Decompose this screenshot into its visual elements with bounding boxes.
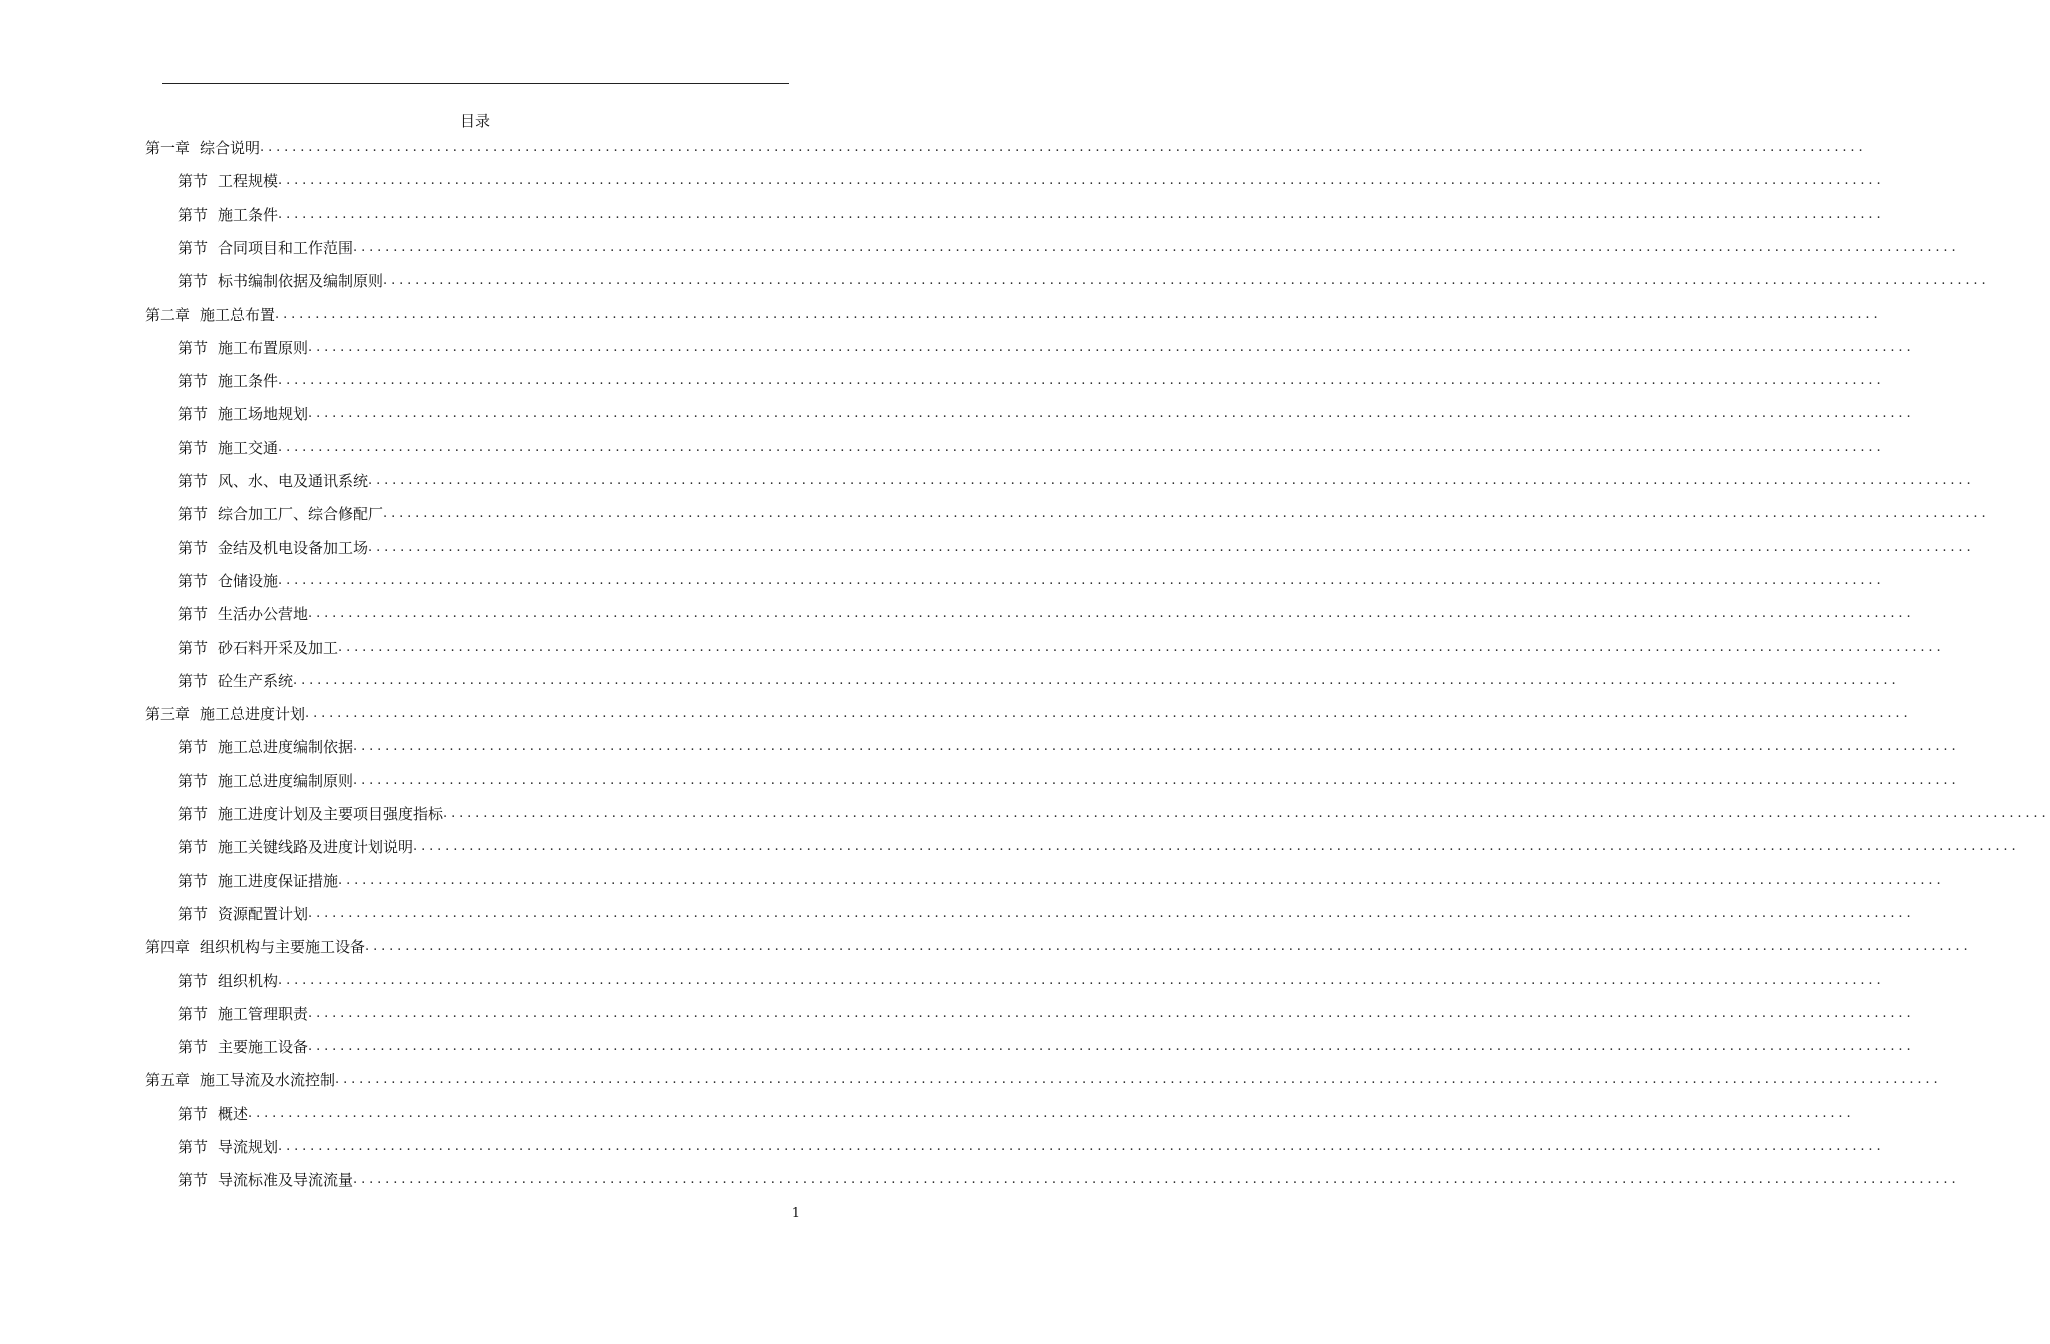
toc-entry-title: 施工交通 [218,438,279,457]
toc-section-entry[interactable] [178,869,1945,891]
toc-dot-leader: ........................................................................................................................................................................................................ [275,306,1882,322]
toc-dot-leader: ........................................................................................................................................................................................................ [443,806,2050,821]
toc-section-entry[interactable] [178,602,1915,624]
toc-section-entry[interactable] [178,636,1945,658]
toc-entry-title: 砂石料开采及加工 [218,638,339,657]
toc-entry-title: 施工进度计划及主要项目强度指标 [218,805,444,823]
toc-entry-title: 施工进度保证措施 [218,871,339,890]
toc-dot-leader: ........................................................................................................................................................................................................ [335,1072,1942,1088]
toc-entry-number: 第节 [178,172,209,191]
toc-section-entry[interactable] [178,669,1900,691]
toc-chapter-entry[interactable] [145,136,1867,158]
toc-dot-leader: ........................................................................................................................................................................................................ [353,772,1960,788]
toc-entry-number: 第节 [178,1004,209,1023]
toc-dot-leader: ........................................................................................................................................................................................................ [278,373,1885,389]
toc-entry-title: 施工条件 [218,372,279,391]
toc-dot-leader: ........................................................................................................................................................................................................ [338,872,1945,888]
page-number: 1 [791,1206,800,1221]
toc-section-entry[interactable] [178,1035,1915,1057]
toc-entry-number: 第节 [178,771,209,790]
toc-entry-title: 综合说明 [200,139,261,157]
toc-dot-leader: ........................................................................................................................................................................................................ [260,140,1867,155]
toc-entry-number: 第节 [178,838,209,857]
toc-entry-title: 施工导流及水流控制 [200,1071,336,1090]
toc-section-entry[interactable] [178,203,1885,225]
toc-section-entry[interactable] [178,436,1885,458]
toc-section-entry[interactable] [178,269,1990,291]
toc-entry-title: 仓储设施 [218,571,279,590]
toc-entry-number: 第节 [178,472,209,490]
toc-entry-number: 第节 [178,405,209,424]
toc-entry-title: 施工场地规划 [218,405,309,424]
toc-dot-leader: ........................................................................................................................................................................................................ [308,339,1915,355]
toc-entry-number: 第四章 [145,938,191,957]
toc-entry-number: 第节 [178,505,209,524]
toc-entry-title: 工程规模 [218,172,279,191]
toc-dot-leader: ........................................................................................................................................................................................................ [278,972,1885,988]
toc-entry-title: 合同项目和工作范围 [218,238,354,257]
toc-dot-leader: ........................................................................................................................................................................................................ [278,1139,1885,1154]
toc-entry-title: 施工总布置 [200,305,276,324]
toc-entry-number: 第节 [178,738,209,757]
toc-entry-title: 概述 [218,1104,249,1123]
toc-dot-leader: ........................................................................................................................................................................................................ [308,606,1915,622]
toc-dot-leader: ........................................................................................................................................................................................................ [278,173,1885,189]
toc-section-entry[interactable] [178,402,1915,424]
toc-section-entry[interactable] [178,902,1915,924]
toc-section-entry[interactable] [178,835,2020,857]
toc-entry-number: 第节 [178,1104,209,1123]
toc-entry-number: 第节 [178,438,209,457]
toc-entry-title: 施工总进度编制依据 [218,738,354,757]
toc-entry-number: 第五章 [145,1071,191,1090]
toc-entry-number: 第节 [178,904,209,923]
toc-dot-leader: ........................................................................................................................................................................................................ [308,1005,1915,1021]
toc-dot-leader: ........................................................................................................................................................................................................ [308,905,1915,921]
toc-section-entry[interactable] [178,502,1990,524]
toc-entry-number: 第节 [178,605,209,624]
toc-section-entry[interactable] [178,802,2050,824]
toc-entry-title: 组织机构 [218,971,279,990]
toc-entry-title: 标书编制依据及编制原则 [218,272,384,291]
toc-entry-number: 第节 [178,871,209,890]
toc-section-entry[interactable] [178,1168,1960,1190]
toc-title: 目录 [459,112,490,130]
toc-entry-title: 综合加工厂、综合修配厂 [218,505,384,524]
toc-dot-leader: ........................................................................................................................................................................................................ [278,439,1885,455]
toc-section-entry[interactable] [178,769,1960,791]
toc-entry-number: 第节 [178,238,209,257]
toc-entry-title: 施工总进度编制原则 [218,771,354,790]
toc-entry-title: 导流标准及导流流量 [218,1171,354,1190]
toc-entry-number: 第节 [178,372,209,391]
toc-entry-title: 施工总进度计划 [200,705,306,724]
toc-dot-leader: ........................................................................................................................................................................................................ [353,739,1960,755]
toc-dot-leader: ........................................................................................................................................................................................................ [308,406,1915,422]
toc-dot-leader: ........................................................................................................................................................................................................ [293,672,1900,688]
toc-entry-title: 资源配置计划 [218,904,309,923]
toc-section-entry[interactable] [178,536,1975,558]
toc-entry-number: 第节 [178,971,209,990]
toc-entry-number: 第节 [178,805,209,823]
toc-section-entry[interactable] [178,1135,1885,1157]
toc-entry-title: 金结及机电设备加工场 [218,538,369,557]
toc-entry-title: 主要施工设备 [218,1038,309,1057]
toc-entry-title: 组织机构与主要施工设备 [200,938,366,957]
toc-entry-title: 砼生产系统 [218,671,294,690]
toc-entry-number: 第节 [178,338,209,357]
toc-dot-leader: ........................................................................................................................................................................................................ [368,539,1975,555]
toc-entry-number: 第节 [178,1171,209,1190]
toc-entry-number: 第节 [178,638,209,657]
toc-entry-number: 第二章 [145,305,191,324]
toc-section-entry[interactable] [178,735,1960,757]
toc-entry-title: 施工条件 [218,205,279,224]
toc-dot-leader: ........................................................................................................................................................................................................ [353,1172,1960,1188]
toc-chapter-entry[interactable] [145,303,1882,325]
toc-entry-title: 风、水、电及通讯系统 [218,472,369,490]
toc-dot-leader: ........................................................................................................................................................................................................ [308,1039,1915,1055]
toc-dot-leader: ........................................................................................................................................................................................................ [383,273,1990,289]
toc-entry-title: 导流规划 [218,1138,279,1156]
toc-entry-number: 第节 [178,571,209,590]
toc-dot-leader: ........................................................................................................................................................................................................ [248,1105,1855,1121]
toc-dot-leader: ........................................................................................................................................................................................................ [353,239,1960,255]
toc-entry-number: 第节 [178,205,209,224]
toc-dot-leader: ........................................................................................................................................................................................................ [368,473,1975,488]
toc-chapter-entry[interactable] [145,702,1912,724]
toc-entry-title: 施工关键线路及进度计划说明 [218,838,414,857]
toc-chapter-entry[interactable] [145,1068,1942,1090]
toc-section-entry[interactable] [178,1002,1915,1024]
toc-dot-leader: ........................................................................................................................................................................................................ [365,939,1972,955]
toc-section-entry[interactable] [178,469,1975,491]
toc-section-entry[interactable] [178,1102,1855,1124]
toc-entry-title: 施工布置原则 [218,338,309,357]
toc-entry-number: 第节 [178,671,209,690]
toc-chapter-entry[interactable] [145,935,1972,957]
toc-dot-leader: ........................................................................................................................................................................................................ [305,706,1912,722]
toc-entry-number: 第三章 [145,705,191,724]
toc-dot-leader: ........................................................................................................................................................................................................ [278,206,1885,222]
toc-section-entry[interactable] [178,336,1915,358]
toc-section-entry[interactable] [178,236,1960,258]
toc-entry-title: 生活办公营地 [218,605,309,624]
toc-entry-title: 施工管理职责 [218,1004,309,1023]
header-rule [162,83,789,84]
toc-dot-leader: ........................................................................................................................................................................................................ [278,572,1885,588]
toc-dot-leader: ........................................................................................................................................................................................................ [383,506,1990,522]
toc-section-entry[interactable] [178,169,1885,191]
toc-entry-number: 第节 [178,272,209,291]
toc-section-entry[interactable] [178,369,1885,391]
toc-section-entry[interactable] [178,569,1885,591]
toc-dot-leader: ........................................................................................................................................................................................................ [338,639,1945,655]
toc-dot-leader: ........................................................................................................................................................................................................ [413,839,2020,855]
toc-entry-number: 第节 [178,1138,209,1156]
toc-entry-number: 第节 [178,1038,209,1057]
toc-section-entry[interactable] [178,969,1885,991]
toc-entry-number: 第节 [178,538,209,557]
toc-entry-number: 第一章 [145,139,191,157]
